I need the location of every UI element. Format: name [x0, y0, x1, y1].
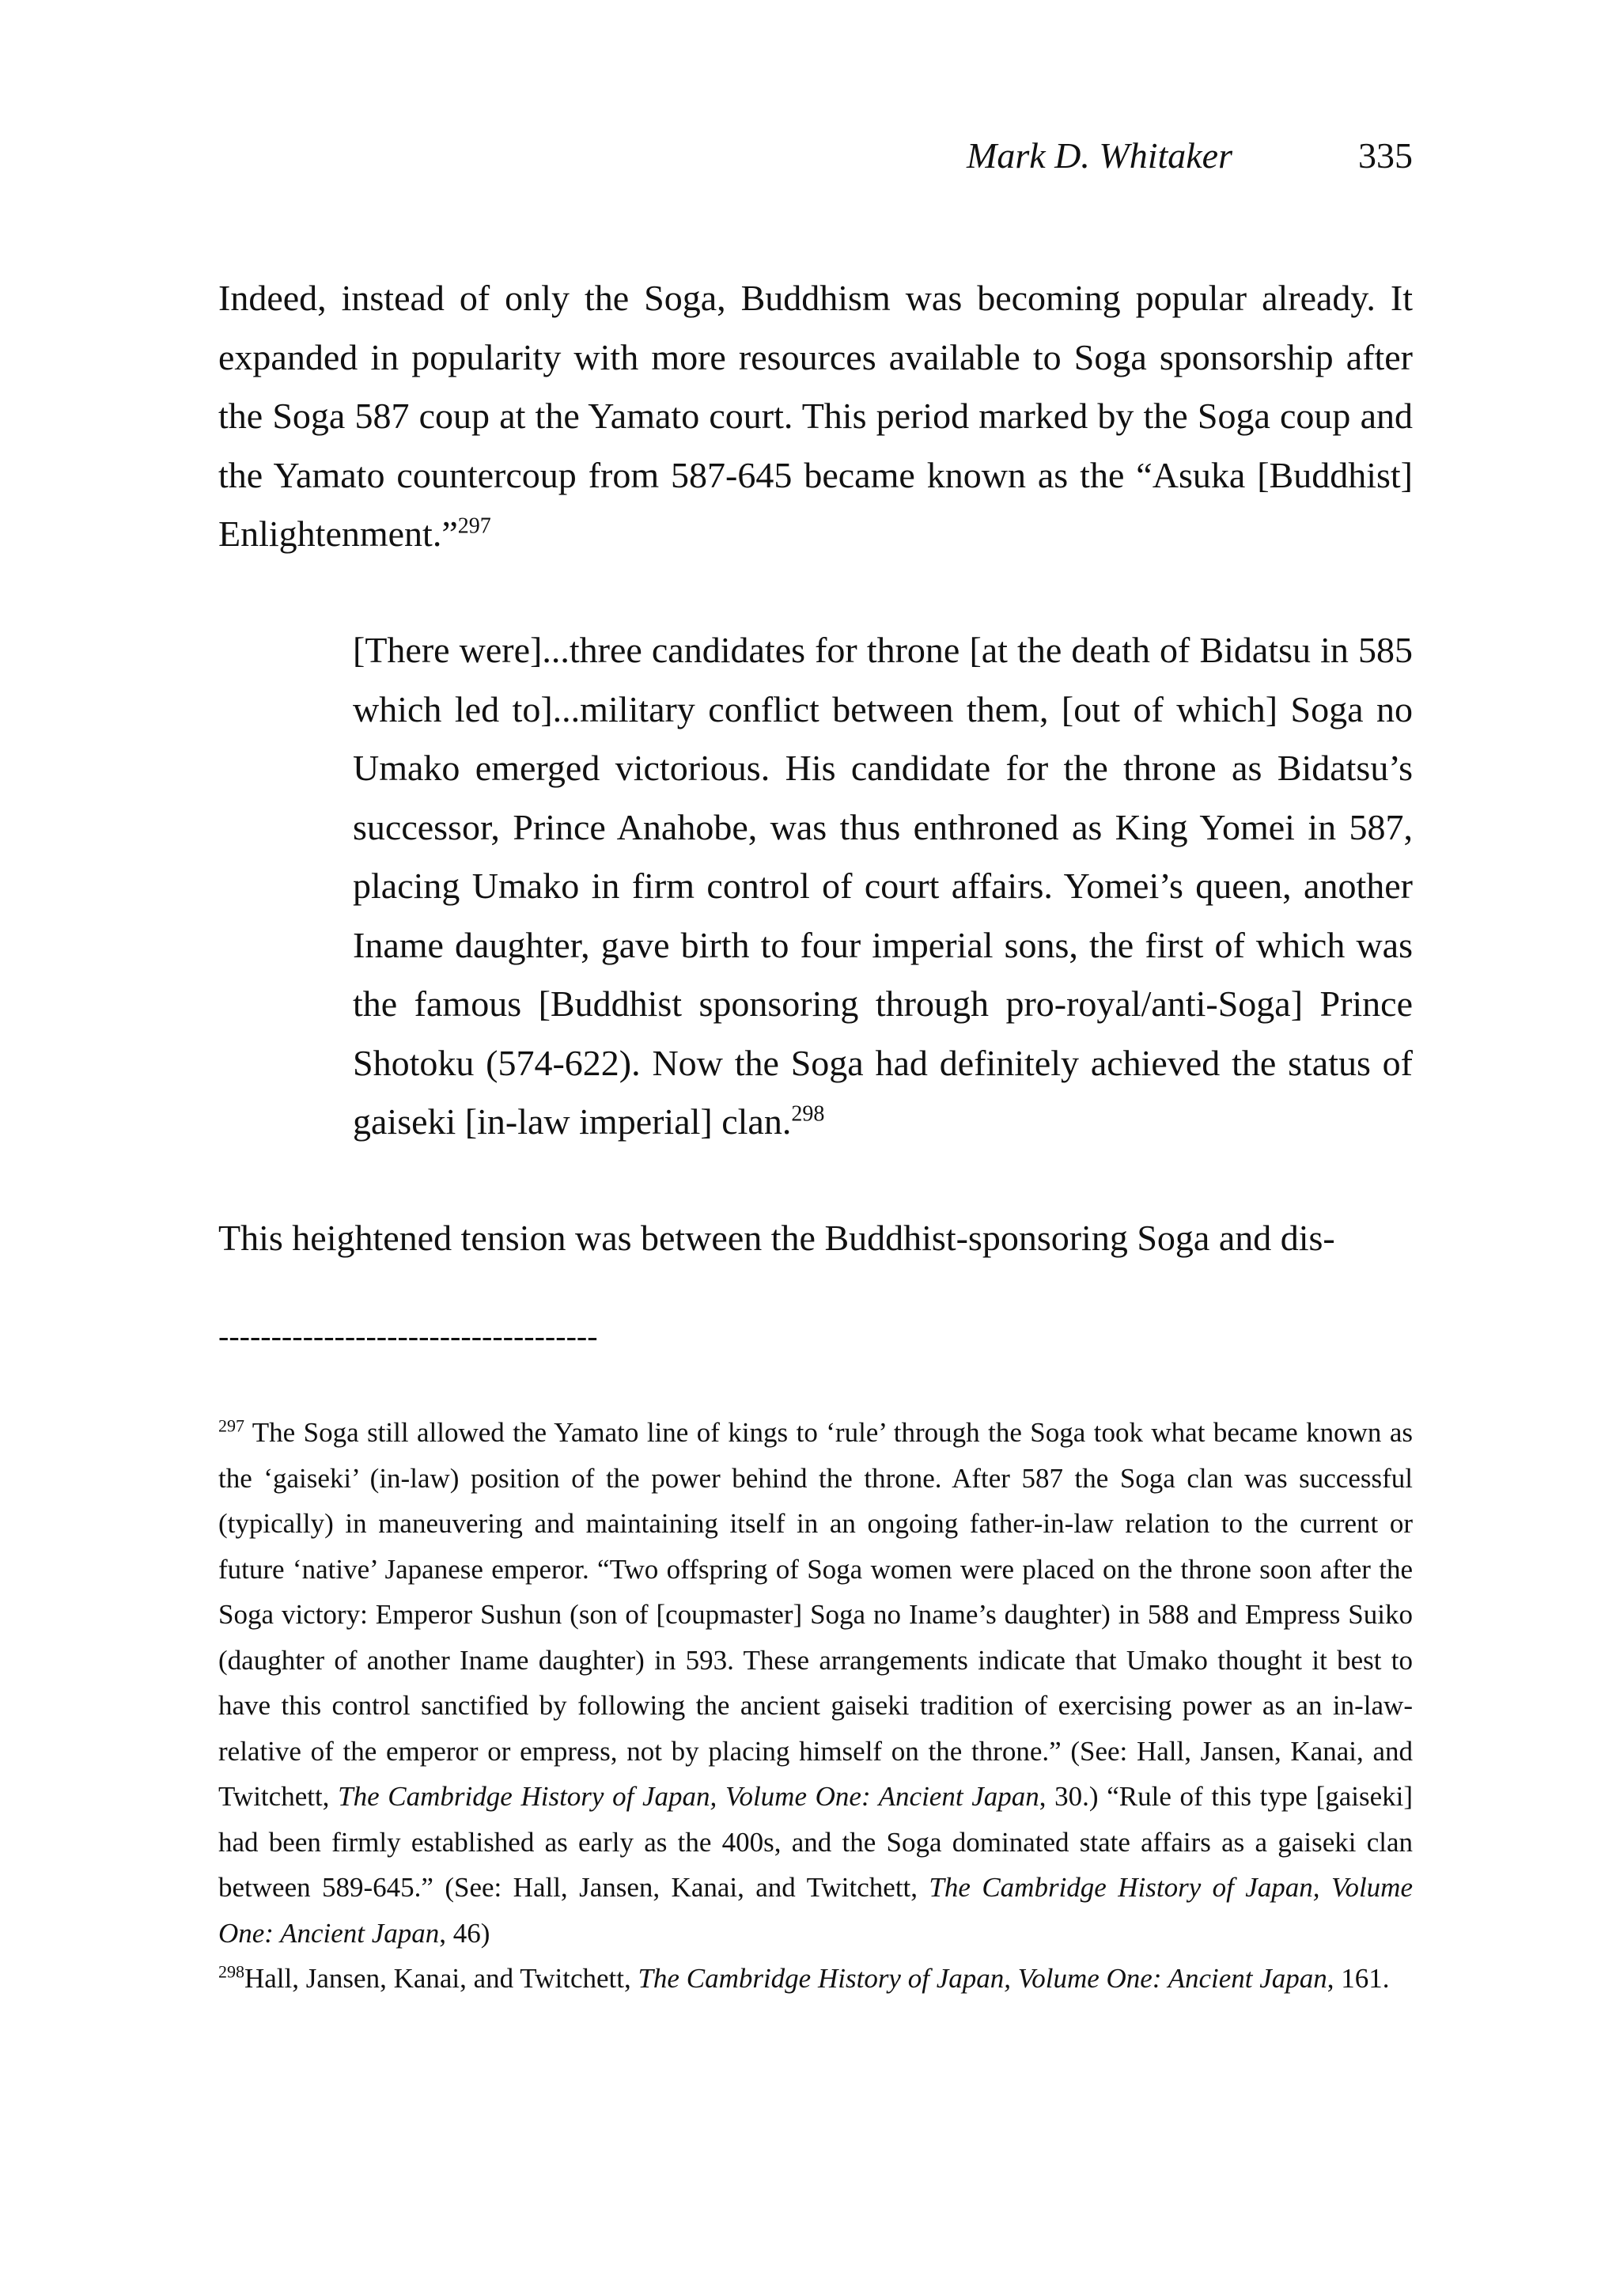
footnote-297: [218, 1410, 1413, 1956]
footnote-text: , 161.: [1327, 1963, 1390, 1994]
footnote-text: , 30.) “Rule of this type [gaiseki] had been firmly established as early as the 400s, and the Soga dominated state affairs as a gaiseki clan between 589-645.” (See: Hall, Jansen, Kanai, and Twitchett,: [218, 1781, 1413, 1903]
header-author: Mark D. Whitaker: [967, 135, 1232, 176]
footnote-number: 297: [218, 1415, 244, 1436]
body-paragraph-1: [218, 269, 1413, 564]
footnote-separator: ------------------------------------: [218, 1318, 598, 1354]
footnote-text: The Soga still allowed the Yamato line of kings to ‘rule’ through the Soga took what became known as the ‘gaiseki’ (in-law) position of the power behind the throne. After 587 the Soga clan was successful (typically) in maneuvering and maintaining itself in an ongoing father-in-law relation to the current or future ‘native’ Japanese emperor. “Two offspring of Soga women were placed on the throne soon after the Soga victory: Emperor Sushun (son of [coupmaster] Soga no Iname’s daughter) in 588 and Empress Suiko (daughter of another Iname daughter) in 593. These arrangements indicate that Umako thought it best to have this control sanctified by following the ancient gaiseki tradition of exercising power as an in-law-relative of the emperor or empress, not by placing himself on the throne.” (See: Hall, Jansen, Kanai, and Twitchett,: [218, 1417, 1413, 1812]
footnote-298: [218, 1956, 1413, 2002]
paragraph-2-text: This heightened tension was between the Buddhist-sponsoring Soga and dis-: [218, 1218, 1335, 1258]
footnote-ref-297[interactable]: 297: [457, 513, 491, 539]
footnote-number: 298: [218, 1961, 244, 1982]
footnote-text: , 46): [439, 1917, 490, 1949]
book-title: The Cambridge History of Japan, Volume One: Ancient Japan: [338, 1781, 1039, 1812]
block-quote: [353, 621, 1413, 1152]
page-number: 335: [1358, 135, 1413, 176]
book-title: The Cambridge History of Japan, Volume One: Ancient Japan: [218, 1872, 1413, 1949]
footnote-ref-298[interactable]: 298: [791, 1101, 825, 1127]
body-paragraph-2: [218, 1209, 1413, 1268]
running-header: [218, 135, 1413, 190]
block-quote-text: [There were]...three candidates for throne [at the death of Bidatsu in 585 which led to]...military conflict between them, [out of which] Soga no Umako emerged victorious. His candidate for the throne as Bidatsu’s successor, Prince Anahobe, was thus enthroned as King Yomei in 587, placing Umako in firm control of court affairs. Yomei’s queen, another Iname daughter, gave birth to four imperial sons, the first of which was the famous [Buddhist sponsoring through pro-royal/anti-Soga] Prince Shotoku (574-622). Now the Soga had definitely achieved the status of gaiseki [in-law imperial] clan.: [353, 630, 1413, 1142]
paragraph-1-text: Indeed, instead of only the Soga, Buddhism was becoming popular already. It expanded in popularity with more resources available to Soga sponsorship after the Soga 587 coup at the Yamato court. This period marked by the Soga coup and the Yamato countercoup from 587-645 became known as the “Asuka [Buddhist] Enlightenment.”: [218, 278, 1413, 554]
footnote-text: Hall, Jansen, Kanai, and Twitchett,: [244, 1963, 638, 1994]
book-title: The Cambridge History of Japan, Volume One: Ancient Japan: [638, 1963, 1327, 1994]
footnotes-section: [218, 1410, 1413, 2002]
